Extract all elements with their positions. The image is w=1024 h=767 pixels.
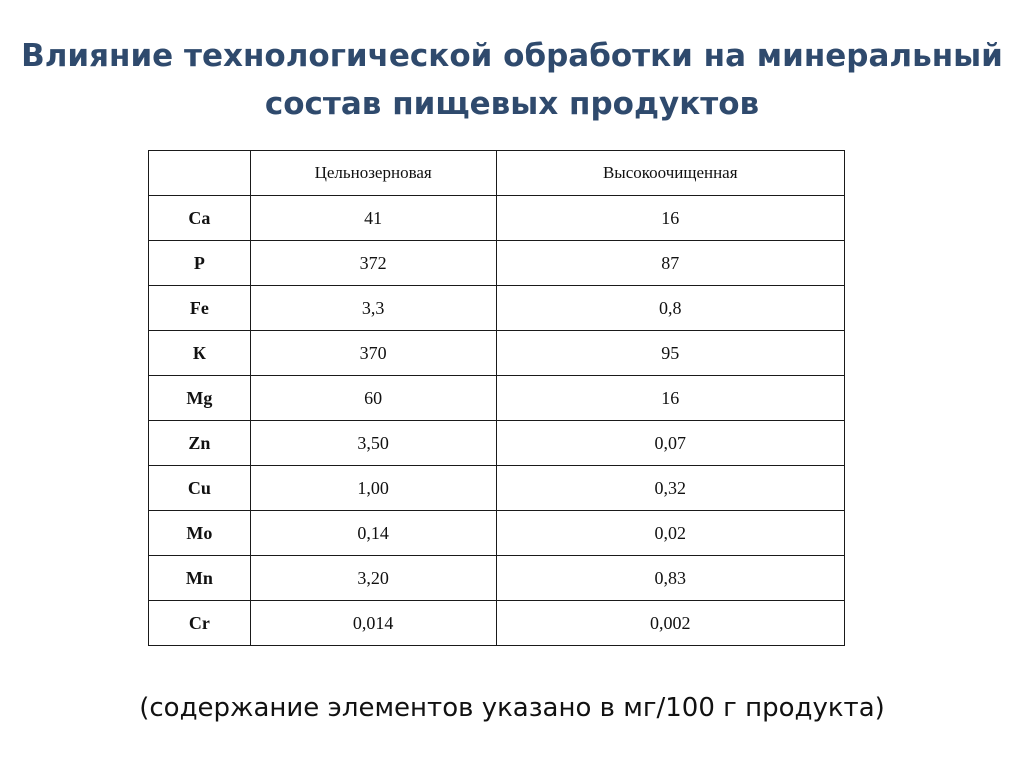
- header-cell-corner: [149, 151, 251, 196]
- refined-value: 16: [496, 196, 845, 241]
- header-cell-whole-grain: Цельнозерновая: [250, 151, 496, 196]
- table-row: [149, 421, 845, 466]
- whole-grain-value: 0,014: [250, 601, 496, 646]
- refined-value: 87: [496, 241, 845, 286]
- whole-grain-value: 1,00: [250, 466, 496, 511]
- refined-value: 0,8: [496, 286, 845, 331]
- whole-grain-value: 3,3: [250, 286, 496, 331]
- table-row: [149, 241, 845, 286]
- whole-grain-value: 3,50: [250, 421, 496, 466]
- table-row: [149, 196, 845, 241]
- element-cell: Mn: [149, 556, 251, 601]
- element-cell: Mo: [149, 511, 251, 556]
- refined-value: 0,32: [496, 466, 845, 511]
- element-cell: Ca: [149, 196, 251, 241]
- refined-value: 16: [496, 376, 845, 421]
- refined-value: 0,07: [496, 421, 845, 466]
- refined-value: 0,002: [496, 601, 845, 646]
- whole-grain-value: 60: [250, 376, 496, 421]
- element-cell: Mg: [149, 376, 251, 421]
- refined-value: 0,83: [496, 556, 845, 601]
- element-cell: Cr: [149, 601, 251, 646]
- element-cell: Zn: [149, 421, 251, 466]
- table-header-row: [149, 151, 845, 196]
- whole-grain-value: 0,14: [250, 511, 496, 556]
- refined-value: 0,02: [496, 511, 845, 556]
- whole-grain-value: 372: [250, 241, 496, 286]
- header-cell-highly-refined: Высокоочищенная: [496, 151, 845, 196]
- element-cell: P: [149, 241, 251, 286]
- minerals-table: [148, 150, 845, 646]
- element-cell: Cu: [149, 466, 251, 511]
- table-row: [149, 466, 845, 511]
- table-row: [149, 511, 845, 556]
- whole-grain-value: 370: [250, 331, 496, 376]
- whole-grain-value: 3,20: [250, 556, 496, 601]
- table-row: [149, 601, 845, 646]
- slide-title: [0, 32, 1024, 128]
- refined-value: 95: [496, 331, 845, 376]
- slide-title-line-2: состав пищевых продуктов: [264, 86, 760, 122]
- units-footnote: (содержание элементов указано в мг/100 г продукта): [139, 693, 885, 723]
- element-cell: К: [149, 331, 251, 376]
- element-cell: Fe: [149, 286, 251, 331]
- whole-grain-value: 41: [250, 196, 496, 241]
- table-row: [149, 556, 845, 601]
- slide-title-line-1: Влияние технологической обработки на минеральный: [21, 38, 1003, 74]
- table-row: [149, 286, 845, 331]
- table-row: [149, 331, 845, 376]
- table-row: [149, 376, 845, 421]
